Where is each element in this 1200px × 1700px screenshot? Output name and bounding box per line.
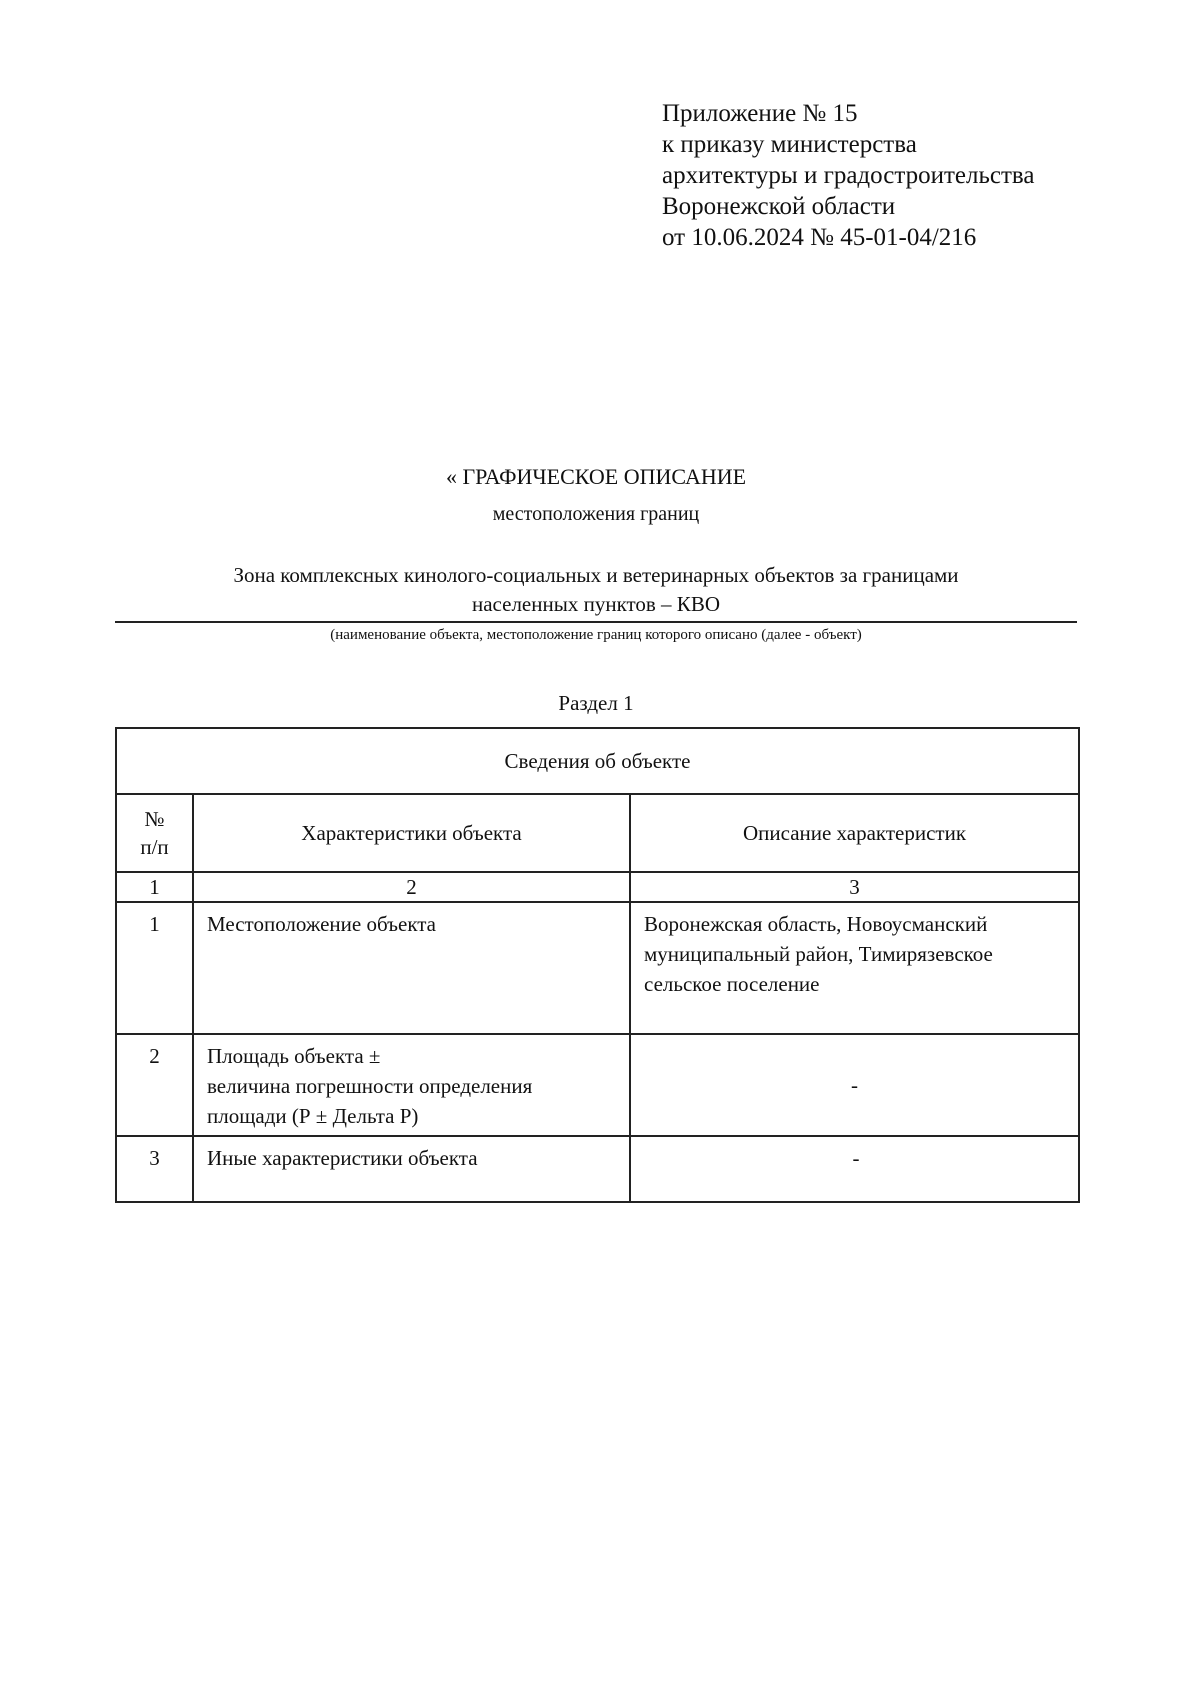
section-label: Раздел 1 bbox=[558, 691, 634, 715]
row-description bbox=[630, 1034, 1079, 1136]
row-characteristic bbox=[193, 1136, 630, 1202]
appendix-reference bbox=[662, 98, 1034, 253]
characteristic-line: Местоположение объекта bbox=[207, 912, 437, 936]
table-row bbox=[116, 1034, 1079, 1136]
object-name bbox=[115, 561, 1077, 619]
row-number: 2 bbox=[116, 1034, 193, 1136]
column-number: 2 bbox=[193, 872, 630, 902]
characteristic-line: величина погрешности определения bbox=[207, 1074, 533, 1098]
description-line: - bbox=[852, 1146, 860, 1170]
object-name-line: Зона комплексных кинолого-социальных и ветеринарных объектов за границами bbox=[233, 563, 959, 587]
row-description bbox=[630, 902, 1079, 1034]
header-num-line: п/п bbox=[140, 835, 169, 859]
row-number: 1 bbox=[116, 902, 193, 1034]
header-num-line: № bbox=[144, 807, 165, 831]
appendix-line: к приказу министерства bbox=[662, 131, 917, 158]
table-caption-row bbox=[116, 728, 1079, 794]
table-caption: Сведения об объекте bbox=[116, 728, 1079, 794]
appendix-line: архитектуры и градостроительства bbox=[662, 162, 1035, 189]
description-line: сельское поселение bbox=[644, 972, 820, 996]
header-num bbox=[116, 794, 193, 872]
header-description: Описание характеристик bbox=[630, 794, 1079, 872]
description-line: - bbox=[851, 1073, 858, 1097]
document-subtitle: местоположения границ bbox=[492, 503, 700, 525]
description-line: муниципальный район, Тимирязевское bbox=[644, 942, 993, 966]
appendix-line: Воронежской области bbox=[662, 193, 896, 220]
row-characteristic bbox=[193, 1034, 630, 1136]
row-description bbox=[630, 1136, 1079, 1202]
object-name-line: населенных пунктов – КВО bbox=[472, 592, 720, 616]
object-info-table bbox=[115, 727, 1080, 1203]
document-title: « ГРАФИЧЕСКОЕ ОПИСАНИЕ bbox=[445, 464, 747, 489]
table-header-row bbox=[116, 794, 1079, 872]
characteristic-line: площади (Р ± Дельта Р) bbox=[207, 1104, 419, 1128]
appendix-line: от 10.06.2024 № 45-01-04/216 bbox=[662, 224, 977, 251]
table-row bbox=[116, 902, 1079, 1034]
row-number: 3 bbox=[116, 1136, 193, 1202]
column-number: 1 bbox=[116, 872, 193, 902]
row-characteristic bbox=[193, 902, 630, 1034]
column-number: 3 bbox=[630, 872, 1079, 902]
description-line: Воронежская область, Новоусманский bbox=[644, 912, 988, 936]
characteristic-line: Площадь объекта ± bbox=[207, 1044, 381, 1068]
header-characteristics: Характеристики объекта bbox=[193, 794, 630, 872]
object-name-underline bbox=[115, 621, 1077, 623]
appendix-line: Приложение № 15 bbox=[662, 100, 858, 127]
column-number-row bbox=[116, 872, 1079, 902]
object-caption: (наименование объекта, местоположение границ которого описано (далее - объект) bbox=[330, 627, 862, 643]
characteristic-line: Иные характеристики объекта bbox=[207, 1146, 478, 1170]
table-row bbox=[116, 1136, 1079, 1202]
